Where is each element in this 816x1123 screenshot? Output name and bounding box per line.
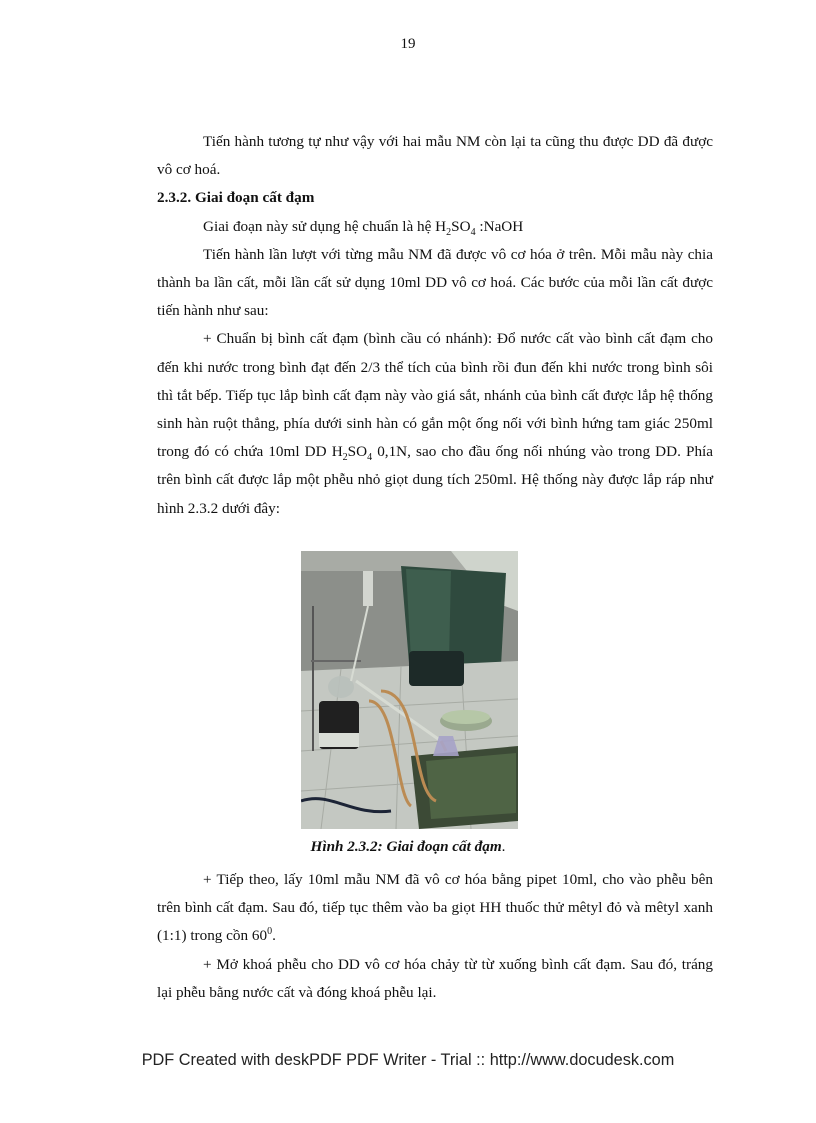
paragraph-1: Tiến hành tương tự như vậy với hai mẫu NM còn lại ta cũng thu được DD đã được vô cơ hoá. — [157, 133, 713, 179]
paragraph-3: Tiến hành lần lượt với từng mẫu NM đã được vô cơ hóa ở trên. Mỗi mẫu này chia thành ba lần cất, mỗi lần cất sử dụng 10ml DD vô cơ hoá. Các bước của mỗi lần cất được tiến hành như sau: — [157, 245, 713, 320]
paragraph-2: Giai đoạn này sử dụng hệ chuẩn là hệ $H_2SO_4$ :NaOH — [203, 217, 524, 238]
text-block-upper — [157, 128, 713, 523]
distillation-apparatus-illustration — [301, 551, 518, 829]
pdf-watermark-footer: PDF Created with deskPDF PDF Writer - Trial :: http://www.docudesk.com — [141, 1051, 675, 1069]
figure-caption: Hình 2.3.2: Giai đoạn cất đạm. — [310, 838, 506, 855]
text-block-lower — [157, 866, 713, 1007]
paragraph-5: + Tiếp theo, lấy 10ml mẫu NM đã vô cơ hóa bằng pipet 10ml, cho vào phễu bên trên bình cất đạm. Sau đó, tiếp tục thêm vào ba giọt HH thuốc thử mêtyl đỏ và mêtyl xanh (1:1) trong cồn $60^0$. — [157, 871, 713, 945]
lab-distillation-photo — [301, 551, 518, 829]
paragraph-4: + Chuẩn bị bình cất đạm (bình cầu có nhánh): Đổ nước cất vào bình cất đạm cho đến khi nước trong bình đạt đến 2/3 thể tích của bình rồi đun đến khi nước trong bình sôi thì tắt bếp. Tiếp tục lắp bình cất đạm này vào giá sắt, nhánh của bình cất được lắp hệ thống sinh hàn ruột thẳng, phía dưới sinh hàn có gắn một ống nối với bình hứng tam giác 250ml trong đó có chứa 10ml DD $H_2SO_4$ 0,1N, sao cho đầu ống nối nhúng vào trong DD. Phía trên bình cất được lắp một phễu nhỏ giọt dung tích 250ml. Hệ thống này được lắp ráp như hình 2.3.2 dưới đây: — [157, 330, 714, 517]
section-heading: 2.3.2. Giai đoạn cất đạm — [157, 189, 315, 207]
page-number: 19 — [400, 36, 416, 52]
paragraph-6: + Mở khoá phễu cho DD vô cơ hóa chảy từ từ xuống bình cất đạm. Sau đó, tráng lại phễu bằng nước cất và đóng khoá phễu lại. — [157, 955, 713, 1001]
